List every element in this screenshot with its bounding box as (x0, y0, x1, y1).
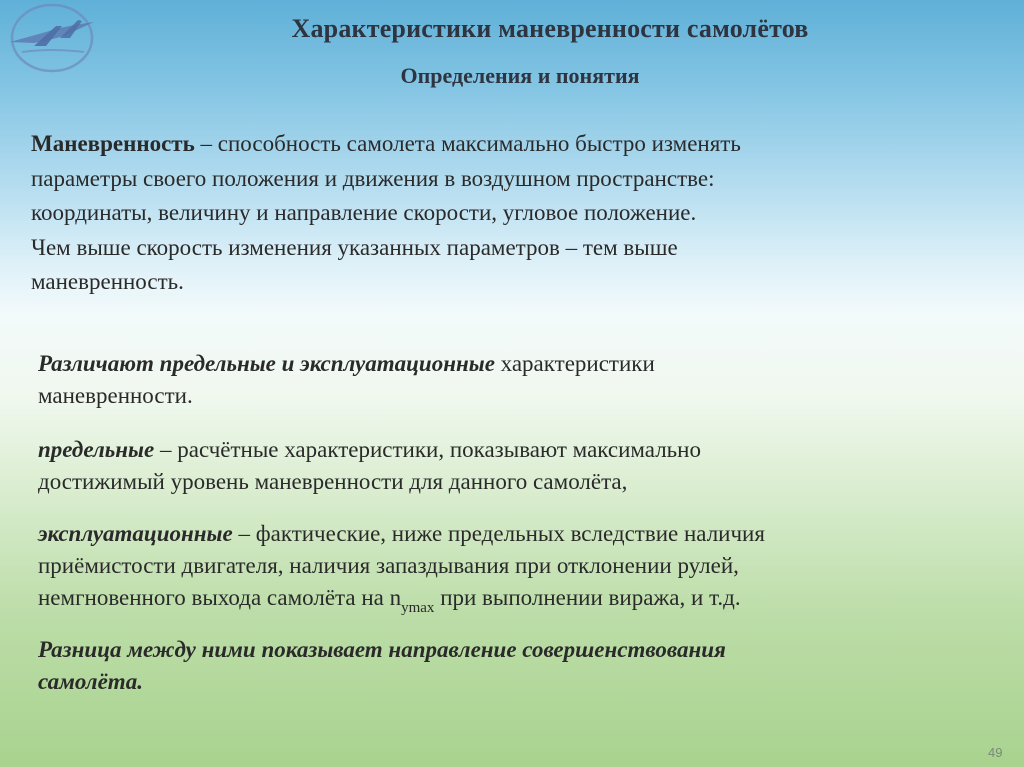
definition-line: параметры своего положения и движения в воздушном пространстве: (31, 165, 715, 191)
operational-text: – фактические, ниже предельных вследствие наличия (232, 521, 765, 546)
definition-text: – способность самолета максимально быстро изменять (194, 131, 741, 156)
limit-paragraph (38, 434, 948, 498)
definition-paragraph (31, 127, 931, 300)
operational-paragraph (38, 518, 948, 624)
distinguish-emphasis: Различают предельные и эксплуатационные (38, 351, 495, 376)
definition-line: координаты, величину и направление скорости, угловое положение. (31, 200, 697, 225)
page-number: 49 (988, 745, 1003, 760)
distinguish-paragraph (38, 348, 948, 412)
page-title: Характеристики маневренности самолётов (291, 14, 809, 43)
operational-line-end: при выполнении виража, и т.д. (434, 585, 741, 610)
limit-line: достижимый уровень маневренности для данного самолёта, (38, 469, 628, 494)
distinguish-line: маневренности. (38, 383, 193, 408)
conclusion-line: Разница между ними показывает направление совершенствования (38, 637, 726, 662)
logo-icon (4, 2, 100, 74)
conclusion-line: самолёта. (38, 669, 143, 694)
definition-line: маневренность. (31, 269, 184, 294)
operational-line: немгновенного выхода самолёта на n (38, 585, 402, 610)
definition-line: Чем выше скорость изменения указанных параметров – тем выше (31, 234, 678, 260)
operational-subscript: ymax (401, 600, 435, 616)
definition-term: Маневренность (31, 131, 195, 156)
conclusion-paragraph (38, 634, 948, 698)
limit-term: предельные (38, 437, 155, 462)
distinguish-text: характеристики (494, 351, 655, 376)
limit-text: – расчётные характеристики, показывают максимально (154, 437, 701, 462)
operational-line: приёмистости двигателя, наличия запаздывания при отклонении рулей, (38, 553, 739, 578)
page-subtitle: Определения и понятия (400, 63, 640, 88)
operational-term: эксплуатационные (38, 521, 233, 546)
